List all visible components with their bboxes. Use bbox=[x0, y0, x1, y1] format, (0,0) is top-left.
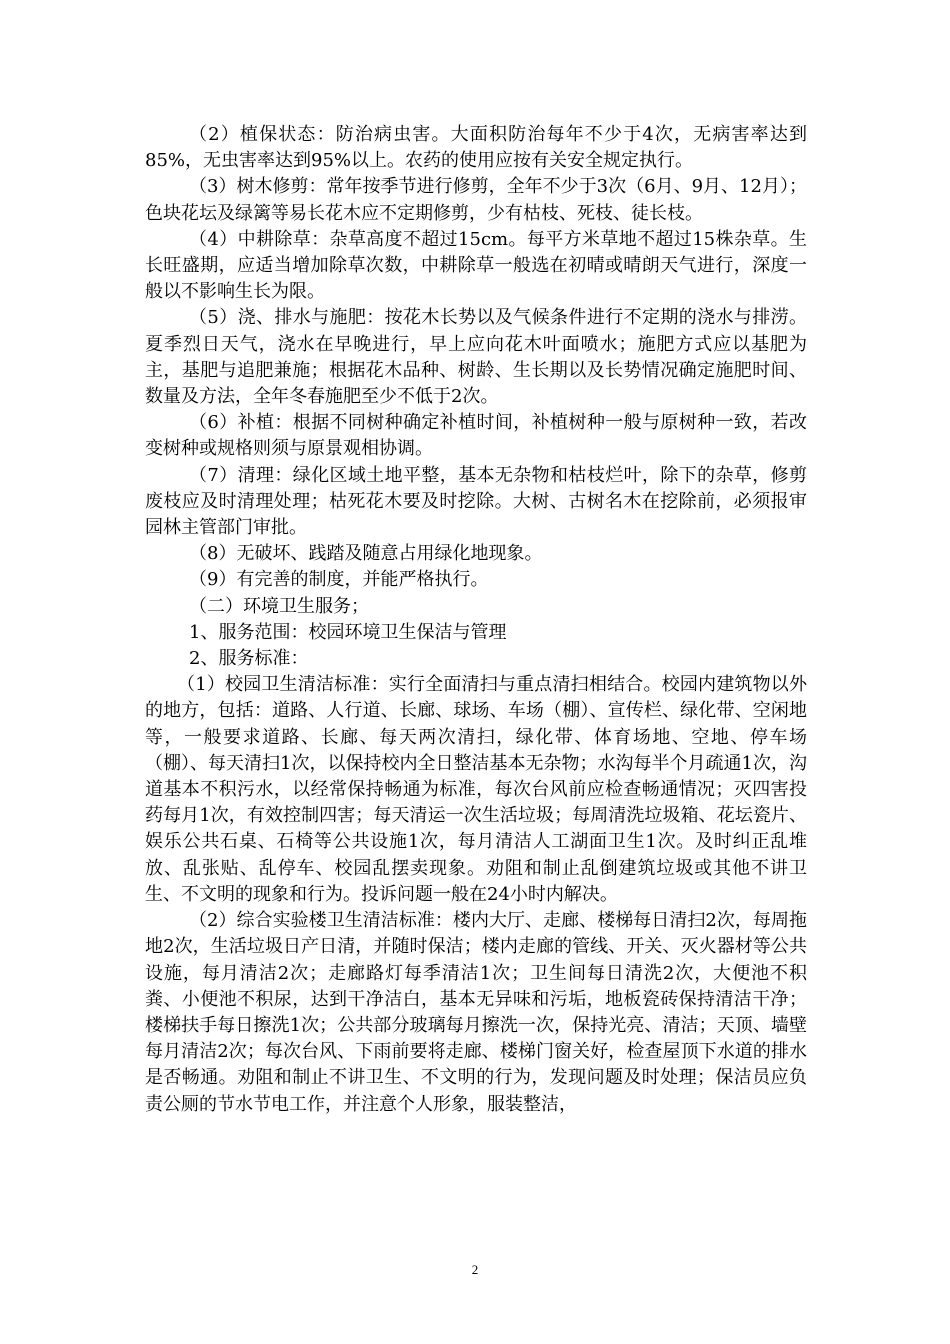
paragraph-service-scope: 1、服务范围：校园环境卫生保洁与管理 bbox=[189, 621, 507, 643]
section-heading-sanitation: （二）环境卫生服务； bbox=[189, 595, 369, 617]
page-number: 2 bbox=[471, 1262, 479, 1277]
paragraph-no-damage: （8）无破坏、践踏及随意占用绿化地现象。 bbox=[189, 543, 543, 565]
paragraph-service-standard: 2、服务标准： bbox=[189, 648, 309, 670]
paragraph-watering-fertilizing: （5）浇、排水与施肥：按花木长势以及气候条件进行不定期的浇水与排涝。夏季烈日天气，浇水在早晚进行，早上应向花木叶面喷水；施肥方式应以基肥为主，基肥与追肥兼施；根据花木品种、树龄、生长期以及长势情况确定施肥时间、数量及方法，全年冬春施肥至少不低于2次。 bbox=[145, 307, 807, 408]
paragraph-system: （9）有完善的制度，并能严格执行。 bbox=[189, 569, 489, 591]
paragraph-campus-cleaning: （1）校园卫生清洁标准：实行全面清扫与重点清扫相结合。校园内建筑物以外的地方，包括：道路、人行道、长廊、球场、车场（棚）、宣传栏、绿化带、空闲地等，一般要求道路、长廊、每天两次清扫，绿化带、体育场地、空地、停车场（棚）、每天清扫1次，以保持校内全日整洁基本无杂物；水沟每半个月疏通1次，沟道基本不积污水，以经常保持畅通为标准，每次台风前应检查畅通情况；灭四害投药每月1次，有效控制四害；每天清运一次生活垃圾；每周清洗垃圾箱、花坛瓷片、娱乐公共石桌、石椅等公共设施1次，每月清洁人工湖面卫生1次。及时纠正乱堆放、乱张贴、乱停车、校园乱摆卖现象。劝阻和制止乱倒建筑垃圾或其他不讲卫生、不文明的现象和行为。投诉问题一般在24小时内解决。 bbox=[145, 674, 807, 905]
paragraph-lab-building-cleaning: （2）综合实验楼卫生清洁标准：楼内大厅、走廊、楼梯每日清扫2次，每周拖地2次，生活垃圾日产日清，并随时保洁；楼内走廊的管线、开关、灭火器材等公共设施，每月清洁2次；走廊路灯每季清洁1次；卫生间每日清洗2次，大便池不积粪、小便池不积尿，达到干净洁白，基本无异味和污垢，地板瓷砖保持清洁干净；楼梯扶手每日擦洗1次；公共部分玻璃每月擦洗一次，保持光亮、清洁；天顶、墙壁每月清洁2次；每次台风、下雨前要将走廊、楼梯门窗关好，检查屋顶下水道的排水是否畅通。劝阻和制止不讲卫生、不文明的行为，发现问题及时处理；保洁员应负责公厕的节水节电工作，并注意个人形象，服装整洁， bbox=[145, 910, 807, 1115]
paragraph-tree-pruning: （3）树木修剪：常年按季节进行修剪，全年不少于3次（6月、9月、12月）；色块花坛及绿篱等易长花木应不定期修剪，少有枯枝、死枝、徒长枝。 bbox=[145, 176, 807, 224]
document-body bbox=[145, 122, 807, 1118]
paragraph-plant-protection: （2）植保状态：防治病虫害。大面积防治每年不少于4次，无病害率达到85%，无虫害率达到95%以上。农药的使用应按有关安全规定执行。 bbox=[145, 124, 807, 172]
paragraph-cleanup: （7）清理：绿化区域土地平整，基本无杂物和枯枝烂叶，除下的杂草，修剪废枝应及时清理处理；枯死花木要及时挖除。大树、古树名木在挖除前，必须报审园林主管部门审批。 bbox=[145, 464, 807, 539]
paragraph-replanting: （6）补植：根据不同树种确定补植时间，补植树种一般与原树种一致，若改变树种或规格则须与原景观相协调。 bbox=[145, 412, 807, 460]
paragraph-weeding: （4）中耕除草：杂草高度不超过15cm。每平方米草地不超过15株杂草。生长旺盛期，应适当增加除草次数，中耕除草一般选在初晴或晴朗天气进行，深度一般以不影响生长为限。 bbox=[145, 228, 807, 303]
